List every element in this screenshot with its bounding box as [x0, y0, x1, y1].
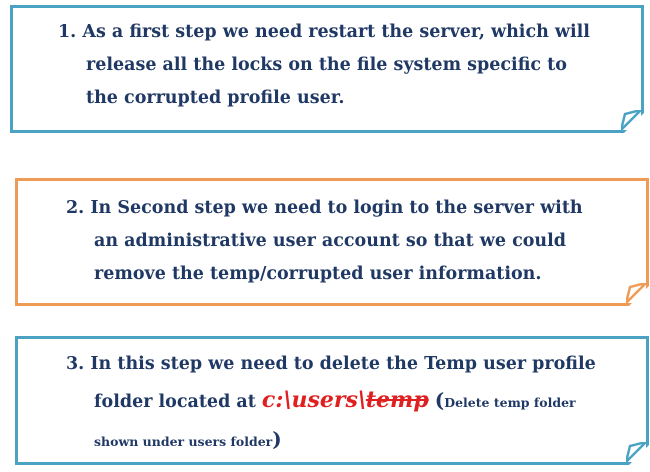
close-paren: ) — [272, 427, 282, 451]
step-line: In Second step we need to login to the server with — [90, 198, 583, 218]
step-line: release all the locks on the file system specific to — [86, 55, 567, 75]
step-line: folder located at — [94, 392, 262, 412]
step-number: 3. — [66, 354, 85, 374]
step-1-text — [58, 16, 638, 115]
step-line: remove the temp/corrupted user information. — [94, 264, 542, 284]
step-line: an administrative user account so that we could — [94, 231, 567, 251]
step-line: In this step we need to delete the Temp user profile — [90, 354, 596, 374]
folder-path: c:\users\ — [261, 387, 366, 413]
folder-path-struck: temp — [365, 387, 429, 413]
step-line: the corrupted profile user. — [86, 88, 345, 108]
open-paren: ( — [434, 388, 445, 412]
note-text: shown under users folder — [94, 434, 273, 449]
note-text: Delete temp folder — [444, 395, 576, 410]
step-number: 2. — [66, 198, 85, 218]
step-line: As a first step we need restart the server, which will — [82, 22, 590, 42]
step-3-text — [66, 346, 641, 460]
step-2-text — [66, 192, 641, 291]
step-number: 1. — [58, 22, 77, 42]
